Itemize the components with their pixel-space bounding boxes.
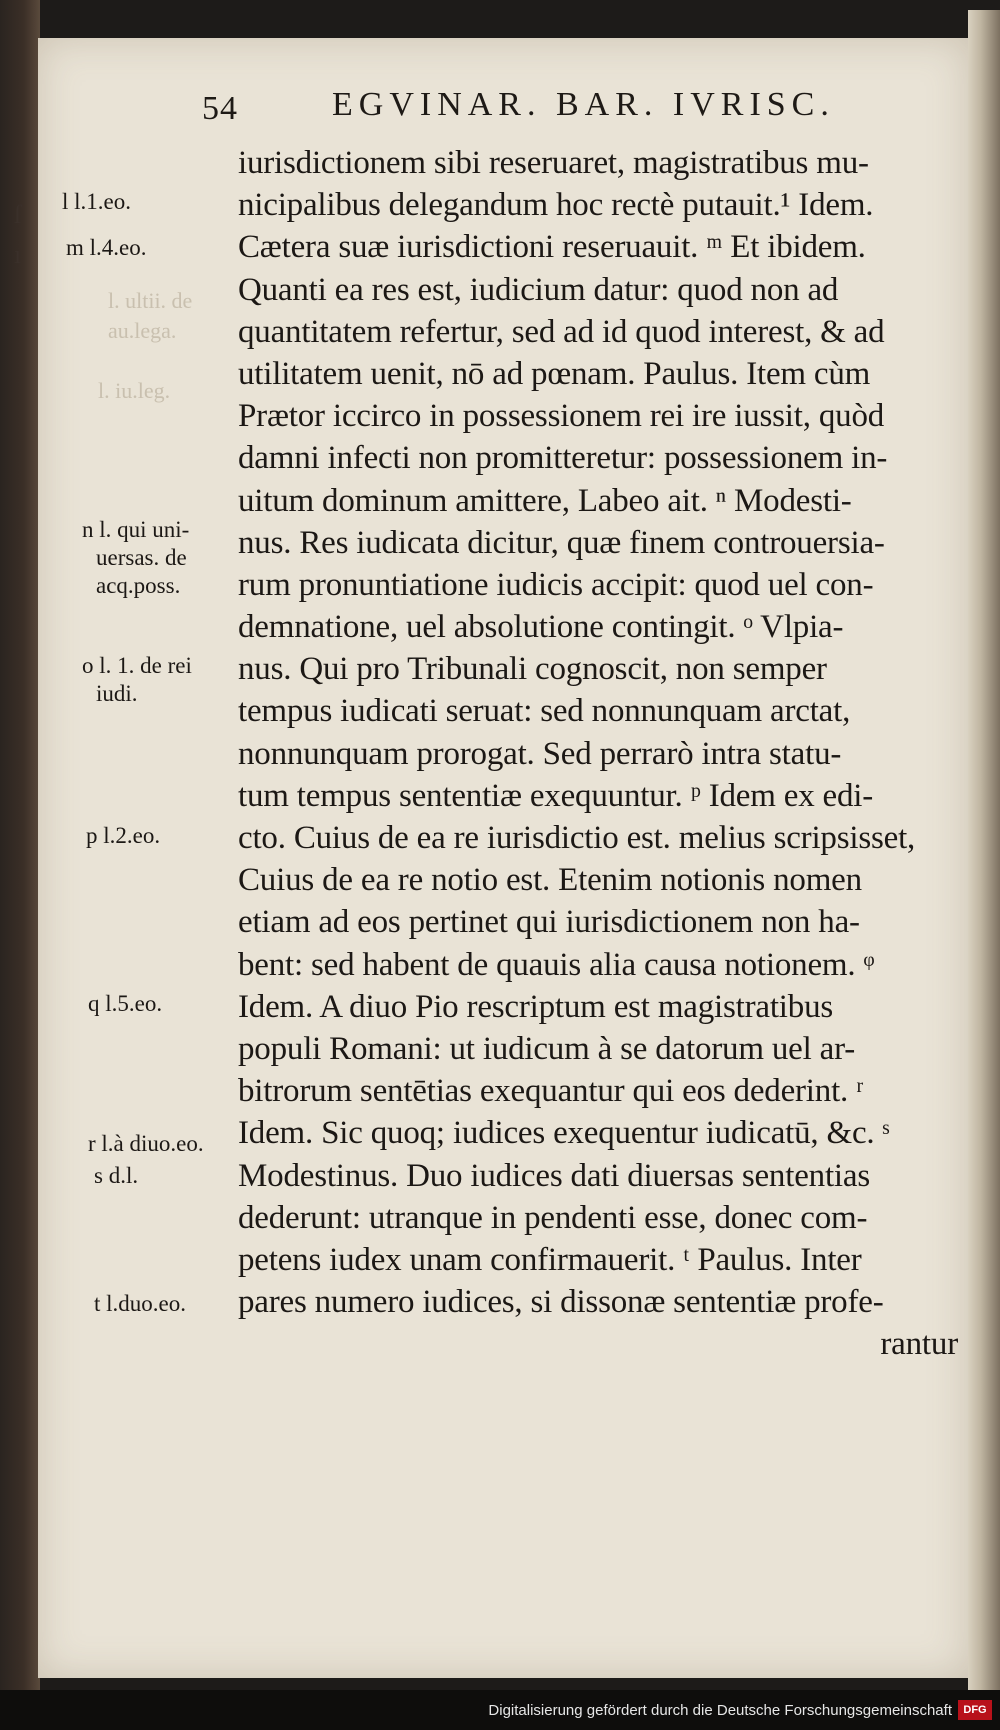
margin-note-n-line2: uersas. de (96, 545, 187, 570)
show-through-mark: au.lega. (108, 318, 177, 343)
text-line: nus. Res iudicata dicitur, quæ finem controuersia- (238, 524, 885, 561)
margin-note-n-line3: acq.poss. (96, 573, 181, 598)
text-line: Modestinus. Duo iudices dati diuersas sententias (238, 1157, 870, 1194)
running-head (202, 84, 902, 134)
margin-note-o-line2: iudi. (96, 681, 138, 706)
margin-note-q: q l.5.eo. (88, 991, 163, 1016)
text-line: tum tempus sententiæ exequuntur. ᵖ Idem ex edi- (238, 777, 874, 814)
text-line: dederunt: utranque in pendenti esse, donec com- (238, 1199, 868, 1236)
margin-note-l: l l.1.eo. (62, 189, 131, 214)
running-title: EGVINAR. BAR. IVRISC. (332, 86, 835, 123)
margin-note-p: p l.2.eo. (86, 823, 161, 848)
text-line: nonnunquam prorogat. Sed perrarò intra statu- (238, 735, 842, 772)
text-line: bitrorum sentētias exequantur qui eos dederint. ʳ (238, 1073, 864, 1110)
adjacent-page-edge (8, 150, 38, 1050)
text-line: Idem. A diuo Pio rescriptum est magistratibus (238, 988, 834, 1025)
text-line: cto. Cuius de ea re iurisdictio est. melius scripsisset, (238, 820, 916, 856)
text-line: iurisdictionem sibi reseruaret, magistratibus mu- (238, 145, 869, 181)
margin-note-n-line1: n l. qui uni- (82, 517, 190, 542)
text-line: uitum dominum amittere, Labeo ait. ⁿ Modesti- (238, 482, 852, 519)
text-line: damni infecti non promitteretur: possessionem in- (238, 440, 888, 477)
text-line: Cuius de ea re notio est. Etenim notionis nomen (238, 862, 862, 899)
folio-number: 54 (202, 90, 238, 127)
catchword: rantur (880, 1326, 958, 1363)
text-line: populi Romani: ut iudicum à se datorum uel ar- (238, 1030, 856, 1067)
text-line: petens iudex unam confirmauerit. ᵗ Paulus. Inter (238, 1241, 862, 1278)
show-through-mark: l. iu.leg. (98, 378, 171, 403)
text-line: bent: sed habent de quauis alia causa notionem. ᵠ (238, 946, 875, 983)
margin-note-r: r l.à diuo.eo. (88, 1131, 204, 1156)
adjacent-page-glyph: ſ (14, 200, 22, 229)
funding-credit: Digitalisierung gefördert durch die Deutsche Forschungsgemeinschaft (488, 1702, 952, 1719)
book-page (38, 38, 968, 1678)
margin-note-s: s d.l. (94, 1163, 139, 1188)
text-line: Idem. Sic quoq; iudices exequentur iudicatū, &c. ˢ (238, 1115, 890, 1152)
digitization-footer (0, 1690, 1000, 1730)
text-line: Prætor iccirco in possessionem rei ire iussit, quòd (238, 398, 885, 435)
margin-note-t: t l.duo.eo. (94, 1291, 186, 1316)
text-line: utilitatem uenit, nō ad pœnam. Paulus. Item cùm (238, 355, 871, 392)
text-line: Quanti ea res est, iudicium datur: quod non ad (238, 271, 839, 308)
main-text-block (238, 142, 958, 1365)
margin-note-o-line1: o l. 1. de rei (82, 653, 192, 678)
text-line: nicipalibus delegandum hoc rectè putauit.¹ Idem. (238, 187, 874, 224)
text-line: tempus iudicati seruat: sed nonnunquam arctat, (238, 693, 851, 730)
show-through-mark: l. ultii. de (108, 288, 193, 313)
dfg-logo: DFG (958, 1700, 992, 1720)
page-fore-edge (968, 10, 1000, 1690)
text-line: pares numero iudices, si dissonæ sententiæ profe- (238, 1284, 884, 1321)
text-line: quantitatem refertur, sed ad id quod interest, & ad (238, 313, 885, 350)
text-line: etiam ad eos pertinet qui iurisdictionem non ha- (238, 904, 860, 941)
text-line: demnatione, uel absolutione contingit. ᵒ Vlpia- (238, 609, 844, 646)
margin-note-m: m l.4.eo. (66, 235, 147, 260)
text-line: rum pronuntiatione iudicis accipit: quod uel con- (238, 566, 874, 603)
adjacent-page-glyph: ı (14, 240, 22, 269)
text-line: nus. Qui pro Tribunali cognoscit, non semper (238, 651, 827, 688)
text-line: Cætera suæ iurisdictioni reseruauit. ᵐ Et ibidem. (238, 229, 866, 266)
